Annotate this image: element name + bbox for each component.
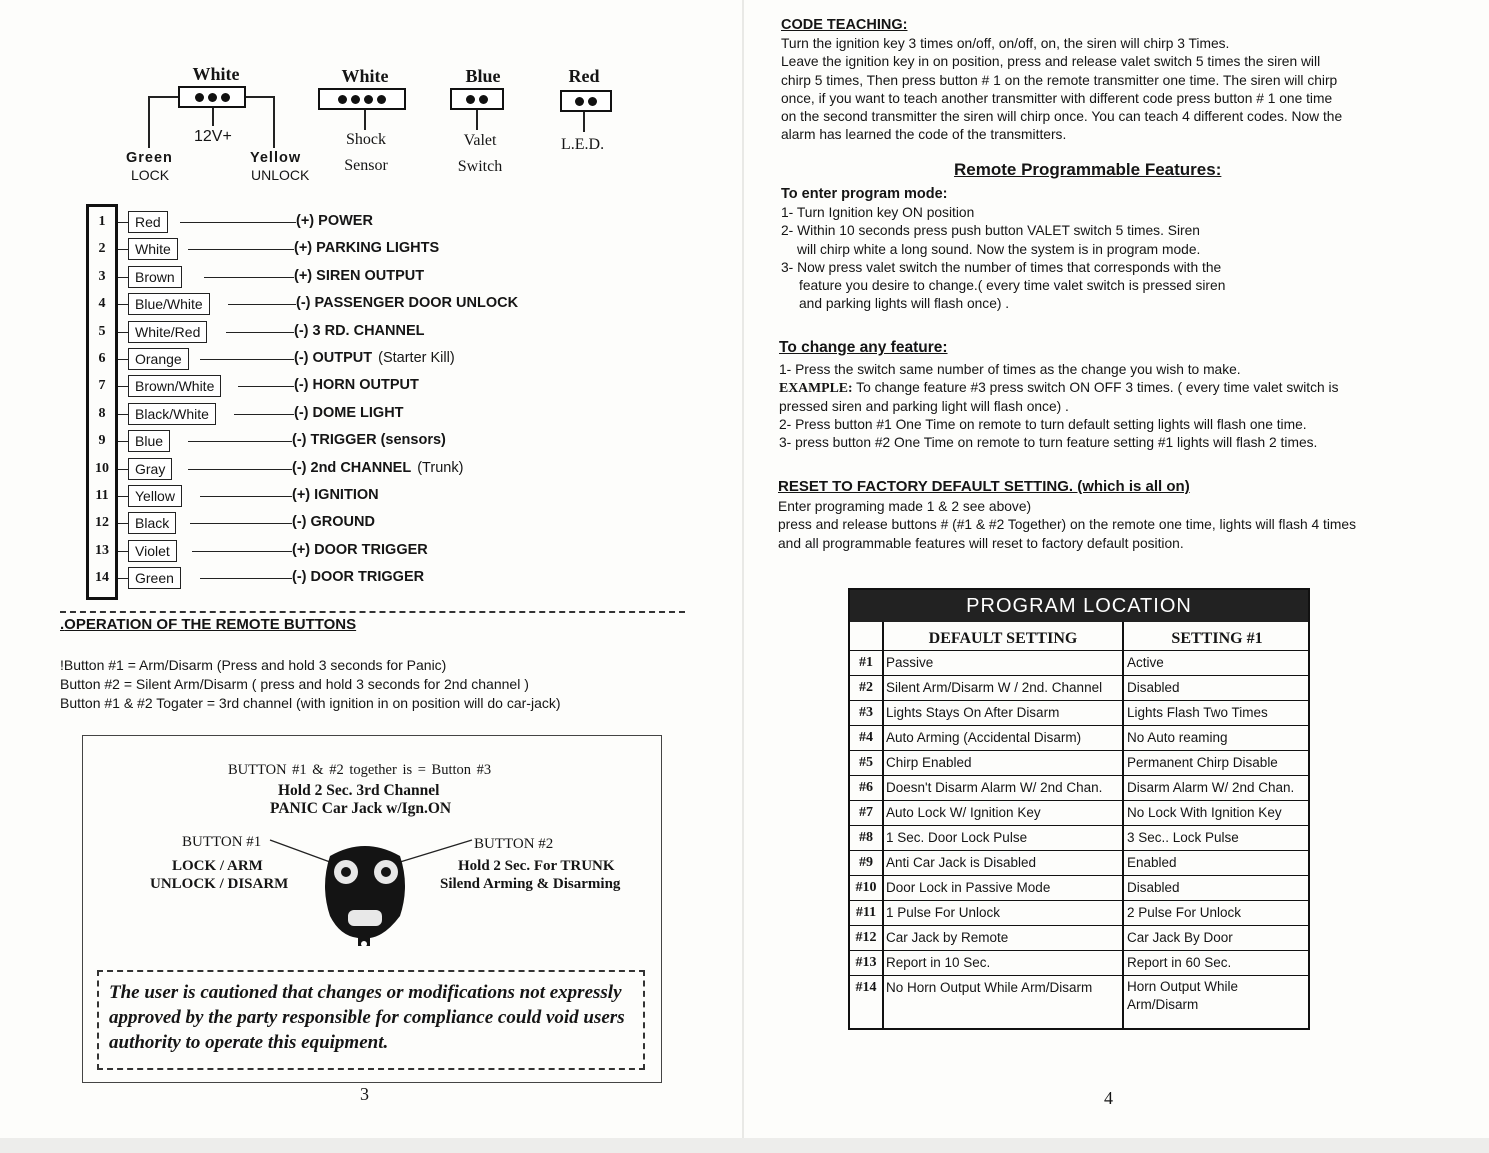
wire-function-text: (+) PARKING LIGHTS — [294, 240, 440, 257]
code-teaching-text: Turn the ignition key 3 times on/off, on/off, on, the siren will chirp 3 Times. Leave the ignition key in on position, press and release valet switch 5 times the siren will chirp 5 times, Then press button # 1 on the remote transmitter one time. The siren will chirp once, if you want to teach another transmitter with different code press button # 1 one time on the second transmitter the siren will chirp once. You can teach 4 different codes. Now the alarm has learned the code of the transmitters. — [781, 36, 1343, 143]
reset-heading: RESET TO FACTORY DEFAULT SETTING. (which is all on) — [778, 478, 1190, 495]
feature-number: #6 — [859, 780, 873, 795]
setting-1-text: 3 Sec.. Lock Pulse — [1127, 830, 1239, 845]
wire-number: 12 — [95, 515, 109, 531]
wire-function-text: (+) DOOR TRIGGER — [292, 541, 428, 558]
setting-1-cell — [1127, 978, 1311, 1014]
wire-color-tag: White/Red — [128, 321, 207, 343]
wire-color-tag: Brown — [128, 266, 182, 288]
wire-function-note: (Trunk) — [417, 459, 464, 476]
setting-1-text: No Auto reaming — [1127, 730, 1228, 745]
enter-program-label: To enter program mode: — [781, 186, 948, 202]
wire-row — [86, 511, 646, 537]
wire-color-tag: White — [128, 238, 178, 260]
wire-number: 9 — [98, 433, 106, 449]
default-setting-cell: Doesn't Disarm Alarm W/ 2nd Chan. — [886, 780, 1103, 795]
operation-heading: OPERATION OF THE REMOTE BUTTONS. — [60, 616, 357, 633]
setting-1-cell — [1127, 851, 1311, 875]
wire-row — [86, 457, 646, 483]
table-row — [850, 725, 1308, 750]
wire-row — [86, 292, 646, 318]
default-setting-cell: Anti Car Jack is Disabled — [886, 855, 1037, 870]
wire-function — [294, 405, 404, 421]
remote-panic-text: PANIC Car Jack w/Ign.ON — [270, 800, 452, 817]
connector-1-sub: 12V+ — [194, 128, 232, 145]
setting-1-text: Disarm Alarm W/ 2nd Chan. — [1127, 780, 1295, 795]
button-2-silent: Silend Arming & Disarming — [440, 876, 621, 892]
wire-number: 13 — [95, 542, 109, 558]
wire-function — [294, 377, 419, 393]
green-wire-label: Green — [126, 150, 173, 166]
feature-number: #1 — [859, 655, 873, 670]
connector-2-plug — [318, 88, 406, 110]
feature-number: #3 — [859, 705, 873, 720]
default-setting-cell: Lights Stays On After Disarm — [886, 705, 1060, 720]
table-row — [850, 700, 1308, 725]
wire-number: 8 — [98, 405, 106, 421]
wire-row — [86, 566, 646, 592]
setting-1-text: No Lock With Ignition Key — [1127, 805, 1282, 820]
wire-color-tag: Blue — [128, 430, 170, 452]
button-1-unlock: UNLOCK / DISARM — [150, 876, 289, 892]
setting-1-text: Enabled — [1127, 855, 1177, 870]
wire-function-text: (-) PASSENGER DOOR UNLOCK — [296, 295, 519, 312]
wire-color-tag: Blue/White — [128, 293, 210, 315]
feature-number: #13 — [855, 955, 877, 970]
setting-1-cell — [1127, 776, 1311, 800]
feature-number: #10 — [855, 880, 877, 895]
wire-row — [86, 539, 646, 565]
wire-function — [292, 514, 375, 530]
default-setting-cell: Report in 10 Sec. — [886, 955, 991, 970]
setting-1-cell — [1127, 826, 1311, 850]
feature-number: #11 — [855, 905, 877, 920]
wire-function-note: (Starter Kill) — [378, 350, 455, 366]
setting-1-cell — [1127, 651, 1311, 675]
connector-4-plug — [560, 90, 612, 112]
button-2-trunk: Hold 2 Sec. For TRUNK — [458, 858, 615, 874]
table-title: PROGRAM LOCATION — [850, 590, 1308, 622]
wire-function-text: (-) 2nd CHANNEL — [292, 459, 412, 476]
table-row — [850, 750, 1308, 775]
wire-function-text: (+) POWER — [296, 213, 373, 229]
wire-number: 14 — [95, 570, 109, 586]
setting-1-cell — [1127, 676, 1311, 700]
setting-1-cell — [1127, 876, 1311, 900]
remote-together-text: BUTTON #1 & #2 together is = Button #3 — [228, 762, 492, 778]
wire-row — [86, 402, 646, 428]
unlock-label: UNLOCK — [251, 167, 310, 183]
connector-3-plug — [450, 88, 504, 110]
wire-function — [294, 268, 424, 284]
remote-hold-text: Hold 2 Sec. 3rd Channel — [278, 782, 440, 799]
feature-number: #12 — [855, 930, 877, 945]
wire-number: 7 — [98, 378, 106, 394]
table-row — [850, 775, 1308, 800]
wire-color-tag: Gray — [128, 458, 172, 480]
setting-1-cell — [1127, 751, 1311, 775]
setting-1-text: Disabled — [1127, 880, 1180, 895]
wire-function — [294, 323, 425, 339]
default-setting-cell: Auto Arming (Accidental Disarm) — [886, 730, 1082, 745]
setting-1-text: Permanent Chirp Disable — [1127, 755, 1278, 770]
setting-1-cell — [1127, 951, 1311, 975]
wire-number: 4 — [98, 296, 106, 312]
default-setting-cell: Door Lock in Passive Mode — [886, 880, 1051, 895]
wire-number: 5 — [98, 323, 106, 339]
setting-1-text: Lights Flash Two Times — [1127, 705, 1268, 720]
wire-function — [292, 569, 424, 585]
wire-color-tag: Black/White — [128, 403, 216, 425]
default-setting-cell: Car Jack by Remote — [886, 930, 1009, 945]
feature-number: #4 — [859, 730, 873, 745]
wire-function — [292, 487, 379, 503]
connector-1-label: White — [192, 64, 240, 84]
setting-1-text: Active — [1127, 655, 1164, 670]
wire-row — [86, 265, 646, 291]
button-2-label: BUTTON #2 — [474, 836, 554, 852]
operation-line-2: Button #2 = Silent Arm/Disarm ( press and hold 3 seconds for 2nd channel ) — [60, 676, 529, 692]
wire-color-tag: Orange — [128, 348, 189, 370]
wire-color-tag: Green — [128, 567, 181, 589]
table-row — [850, 875, 1308, 900]
default-setting-cell: No Horn Output While Arm/Disarm — [886, 980, 1093, 995]
wire-row — [86, 429, 646, 455]
setting-1-cell — [1127, 901, 1311, 925]
setting-1-cell — [1127, 726, 1311, 750]
default-setting-cell: Passive — [886, 655, 934, 670]
page-fold — [742, 0, 744, 1153]
feature-number: #7 — [859, 805, 873, 820]
default-setting-cell: 1 Pulse For Unlock — [886, 905, 1001, 920]
table-row — [850, 950, 1308, 975]
default-setting-cell: 1 Sec. Door Lock Pulse — [886, 830, 1028, 845]
table-row — [850, 900, 1308, 925]
table-row — [850, 800, 1308, 825]
wire-number: 6 — [98, 351, 106, 366]
connector-2-sub: Shock Sensor — [344, 131, 388, 174]
wire-function — [292, 542, 428, 558]
wire-function — [296, 295, 518, 311]
page-number-left: 3 — [360, 1084, 369, 1104]
wire-function-text: (-) 3 RD. CHANNEL — [294, 322, 425, 339]
reset-text: Enter programing made 1 & 2 see above) press and release buttons # (#1 & #2 Together) on the remote one time, lights will flash 4 times and all programmable features will reset to factory default position. — [778, 499, 1356, 551]
wire-row — [86, 484, 646, 510]
wire-function-text: (-) TRIGGER (sensors) — [292, 432, 446, 449]
wire-function — [294, 350, 455, 366]
default-setting-cell: Chirp Enabled — [886, 755, 972, 770]
connector-3-label: Blue — [465, 66, 501, 86]
wire-color-tag: Yellow — [128, 485, 182, 507]
connector-1-plug — [178, 86, 246, 108]
feature-number: #14 — [855, 980, 877, 995]
wire-color-tag: Brown/White — [128, 375, 221, 397]
fcc-caution-notice: The user is cautioned that changes or modifications not expressly approved by the party responsible for compliance could void users authority to operate this equipment. — [97, 970, 645, 1070]
wire-function-text: (+) SIREN OUTPUT — [294, 267, 425, 284]
wire-color-tag: Black — [128, 512, 176, 534]
wire-row — [86, 237, 646, 263]
button-1-lock: LOCK / ARM — [172, 858, 263, 874]
program-location-table — [848, 588, 1310, 1030]
code-teaching-heading: CODE TEACHING: — [781, 17, 908, 33]
wire-function-text: (-) DOOR TRIGGER — [292, 569, 425, 586]
default-setting-cell: Silent Arm/Disarm W / 2nd. Channel — [886, 680, 1103, 695]
table-row — [850, 975, 1308, 1017]
table-row — [850, 850, 1308, 875]
setting-1-text: 2 Pulse For Unlock — [1127, 905, 1242, 920]
change-feature-text: 1- Press the switch same number of times as the change you wish to make. EXAMPLE: To change feature #3 press switch ON OFF 3 times. ( every time valet switch is pressed siren and parking light will flash once) . 2- Press button #1 One Time on remote to turn default setting lights will flash one time. 3- press button #2 One Time on remote to turn feature setting #1 lights will flash 2 times. — [779, 362, 1339, 451]
connector-4-sub: L.E.D. — [561, 136, 605, 153]
setting-1-text-line-2: Arm/Disarm — [1127, 997, 1199, 1012]
setting-1-text: Report in 60 Sec. — [1127, 955, 1232, 970]
wire-row — [86, 347, 646, 373]
change-feature-heading: To change any feature: — [779, 339, 948, 356]
feature-number: #2 — [859, 680, 873, 695]
setting-1-cell — [1127, 926, 1311, 950]
wire-row — [86, 374, 646, 400]
program-steps: 1- Turn Ignition key ON position 2- Within 10 seconds press push button VALET switch 5 times. Siren will chirp white a long sound. Now the system is in program mode. 3- Now press valet switch the number of times that corresponds with the feature you desire to change.( every time valet switch is pressed siren and parking lights will flash once) . — [781, 205, 1226, 312]
remote-fob-icon — [260, 826, 480, 956]
feature-number: #9 — [859, 855, 873, 870]
page-number-right: 4 — [1104, 1088, 1113, 1108]
wire-function — [292, 432, 446, 448]
wire-color-tag: Red — [128, 211, 168, 233]
operation-line-3: Button #1 & #2 Togater = 3rd channel (with ignition in on position will do car-jack) — [60, 695, 561, 711]
connector-2-label: White — [341, 66, 389, 86]
default-setting-cell: Auto Lock W/ Ignition Key — [886, 805, 1041, 820]
wire-function — [296, 213, 373, 229]
setting-1-cell — [1127, 701, 1311, 725]
wire-color-tag: Violet — [128, 540, 177, 562]
wire-row — [86, 210, 646, 236]
wire-row — [86, 320, 646, 346]
table-row — [850, 650, 1308, 675]
section-divider — [60, 611, 685, 613]
scan-edge — [0, 1138, 1489, 1153]
wire-function-text: (-) DOME LIGHT — [294, 404, 404, 421]
table-row — [850, 825, 1308, 850]
wire-function-text: (-) HORN OUTPUT — [294, 377, 419, 394]
wire-function — [294, 240, 439, 256]
lock-label: LOCK — [131, 167, 170, 183]
operation-line-1: Button #1 = Arm/Disarm (Press and hold 3 seconds for Panic)! — [60, 657, 447, 673]
table-row — [850, 925, 1308, 950]
connector-4-label: Red — [568, 66, 600, 86]
setting-1-text: Disabled — [1127, 680, 1180, 695]
wire-number: 10 — [95, 460, 109, 476]
wire-function — [292, 460, 463, 476]
wire-function-text: (-) OUTPUT — [294, 350, 373, 366]
wire-number: 1 — [98, 214, 106, 229]
button-1-label: BUTTON #1 — [182, 834, 262, 850]
feature-number: #8 — [859, 830, 873, 845]
setting-1-cell — [1127, 801, 1311, 825]
yellow-wire-label: Yellow — [250, 150, 302, 166]
setting-1-text: Horn Output While — [1127, 979, 1239, 994]
setting-1-text: Car Jack By Door — [1127, 930, 1233, 945]
wire-number: 3 — [98, 268, 106, 284]
remote-programmable-heading: Remote Programmable Features: — [954, 160, 1222, 179]
wire-function-text: (+) IGNITION — [292, 487, 379, 503]
feature-number: #5 — [859, 755, 873, 770]
connector-3-sub: Valet Switch — [457, 132, 503, 175]
wire-number: 2 — [98, 241, 106, 257]
table-row — [850, 675, 1308, 700]
col-header-default: DEFAULT SETTING — [928, 630, 1078, 647]
col-header-setting: SETTING #1 — [1171, 630, 1263, 647]
wire-number: 11 — [95, 488, 109, 503]
wire-function-text: (-) GROUND — [292, 514, 375, 531]
